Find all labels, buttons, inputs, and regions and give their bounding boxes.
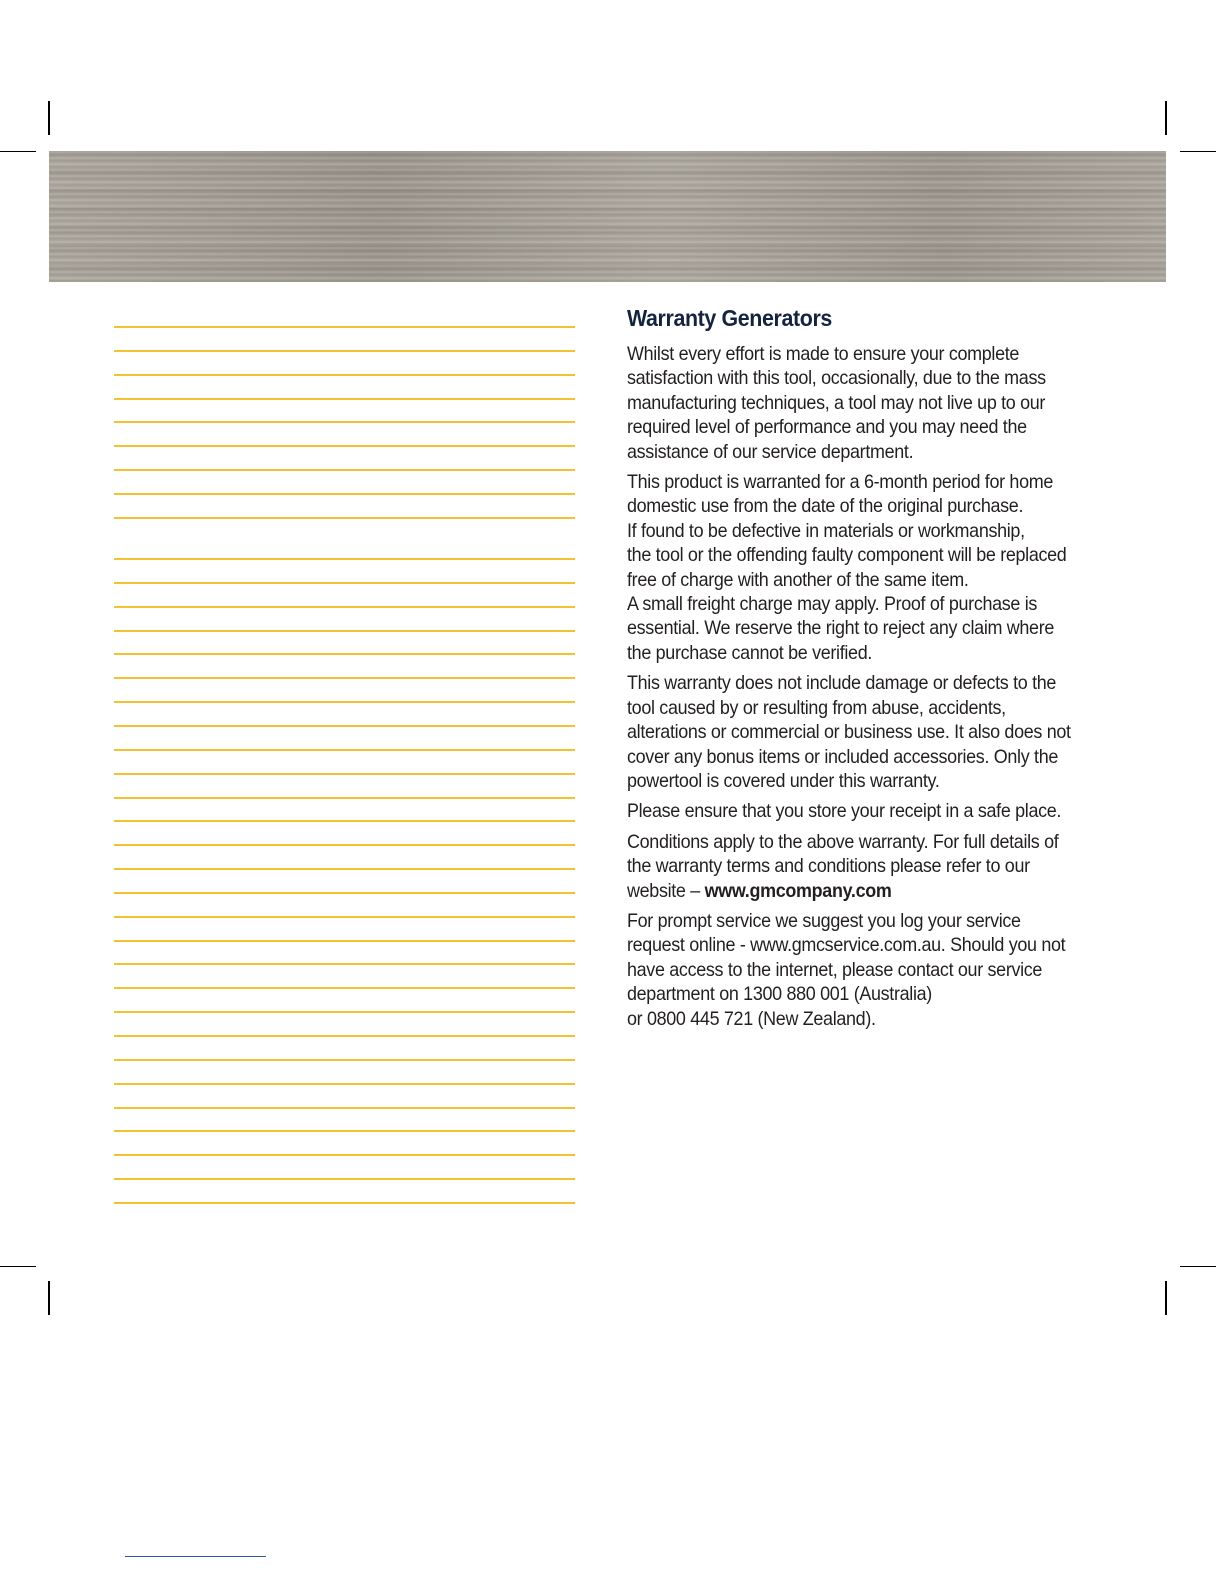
text-line: required level of performance and you may need the (627, 416, 1027, 439)
footer-rule (125, 1556, 266, 1557)
paragraph-exclusions (627, 671, 1087, 793)
note-line (114, 797, 575, 799)
text-line: Please ensure that you store your receipt in a safe place. (627, 800, 1062, 823)
note-line (114, 421, 575, 423)
note-line (114, 1059, 575, 1061)
note-line (114, 1035, 575, 1037)
text-line: have access to the internet, please contact our service (627, 958, 1043, 981)
crop-mark-left-upper (0, 151, 36, 152)
note-line (114, 725, 575, 727)
crop-mark-bottom-left (48, 1281, 50, 1315)
warranty-section (627, 305, 1097, 1037)
paragraph-conditions (627, 830, 1087, 903)
note-line (114, 1130, 575, 1132)
note-line (114, 1011, 575, 1013)
text-line: essential. We reserve the right to reject any claim where (627, 617, 1055, 640)
note-line (114, 469, 575, 471)
text-line: satisfaction with this tool, occasionally, due to the mass (627, 367, 1046, 390)
website-prefix: website – (627, 879, 705, 902)
text-line: Conditions apply to the above warranty. For full details of (627, 830, 1059, 853)
paragraph-receipt (627, 799, 1087, 823)
text-line: For prompt service we suggest you log your service (627, 909, 1021, 932)
text-line: domestic use from the date of the original purchase. (627, 495, 1024, 518)
text-line: department on 1300 880 001 (Australia) (627, 983, 932, 1006)
crop-mark-left-lower (0, 1266, 36, 1267)
note-line (114, 1202, 575, 1204)
note-line (114, 606, 575, 608)
text-line: the purchase cannot be verified. (627, 641, 873, 664)
note-line (114, 558, 575, 560)
note-line (114, 987, 575, 989)
note-line (114, 1083, 575, 1085)
text-line: alterations or commercial or business use. It also does not (627, 721, 1071, 744)
note-line (114, 868, 575, 870)
note-line (114, 653, 575, 655)
crop-mark-bottom-right (1165, 1281, 1167, 1315)
note-line (114, 892, 575, 894)
text-line: cover any bonus items or included accessories. Only the (627, 745, 1059, 768)
text-line: free of charge with another of the same item. (627, 568, 969, 591)
note-line (114, 582, 575, 584)
note-line (114, 940, 575, 942)
crop-mark-top-right (1165, 101, 1167, 135)
note-line (114, 820, 575, 822)
note-line (114, 1178, 575, 1180)
paragraph-warranty-period (627, 470, 1087, 665)
note-line (114, 749, 575, 751)
website-link[interactable]: www.gmcompany.com (704, 879, 892, 902)
text-line: the warranty terms and conditions please refer to our (627, 855, 1030, 878)
note-line (114, 374, 575, 376)
text-line: This warranty does not include damage or defects to the (627, 672, 1057, 695)
crop-mark-top-left (48, 101, 50, 135)
paragraph-service (627, 909, 1087, 1031)
text-line: powertool is covered under this warranty. (627, 769, 940, 792)
note-line (114, 1107, 575, 1109)
note-line (114, 630, 575, 632)
text-line: tool caused by or resulting from abuse, accidents, (627, 696, 1006, 719)
text-line: If found to be defective in materials or workmanship, (627, 519, 1025, 542)
note-line (114, 445, 575, 447)
text-line: This product is warranted for a 6-month period for home (627, 471, 1054, 494)
crop-mark-right-upper (1180, 151, 1216, 152)
text-line: A small freight charge may apply. Proof of purchase is (627, 593, 1038, 616)
note-line (114, 916, 575, 918)
text-line: manufacturing techniques, a tool may not live up to our (627, 391, 1046, 414)
text-line: request online - www.gmcservice.com.au. Should you not (627, 934, 1066, 957)
text-line: assistance of our service department. (627, 440, 914, 463)
paragraph-intro (627, 342, 1087, 464)
note-line (114, 701, 575, 703)
note-line (114, 493, 575, 495)
text-line: or 0800 445 721 (New Zealand). (627, 1007, 876, 1030)
note-line (114, 773, 575, 775)
note-line (114, 677, 575, 679)
page-title: Warranty Generators (627, 305, 832, 331)
note-line (114, 350, 575, 352)
note-line (114, 398, 575, 400)
text-line (627, 879, 1087, 903)
crop-mark-right-lower (1180, 1266, 1216, 1267)
text-line: Whilst every effort is made to ensure your complete (627, 343, 1020, 365)
notes-lines (114, 0, 575, 1584)
text-line: the tool or the offending faulty component will be replaced (627, 544, 1067, 567)
note-line (114, 326, 575, 328)
note-line (114, 1154, 575, 1156)
note-line (114, 517, 575, 519)
note-line (114, 963, 575, 965)
note-line (114, 844, 575, 846)
